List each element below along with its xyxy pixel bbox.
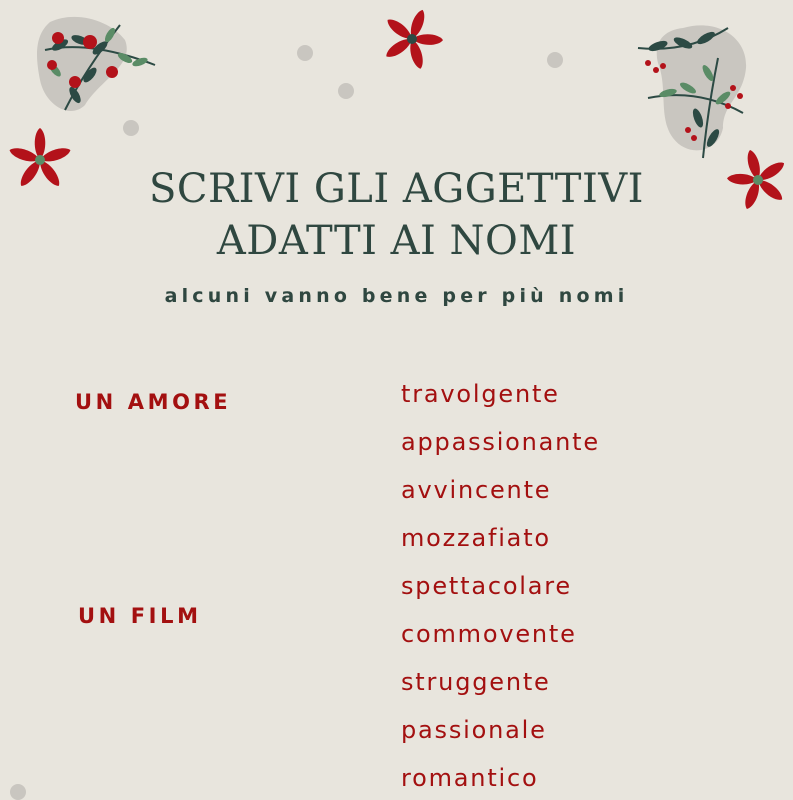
adjective-item: commovente (401, 620, 577, 648)
noun-label-amore: UN AMORE (75, 390, 232, 414)
adjective-item: travolgente (401, 380, 560, 408)
adjective-item: avvincente (401, 476, 552, 504)
page-title-line-2: ADATTI AI NOMI (216, 218, 577, 264)
decor-dot (338, 83, 354, 99)
adjective-item: passionale (401, 716, 547, 744)
holly-branch-top-left-icon (30, 10, 165, 125)
poinsettia-flower-icon (378, 5, 446, 73)
adjective-item: struggente (401, 668, 551, 696)
decor-dot (10, 784, 26, 800)
adjective-item: mozzafiato (401, 524, 551, 552)
noun-label-film: UN FILM (78, 604, 202, 628)
adjective-item: spettacolare (401, 572, 572, 600)
page-title-line-1: SCRIVI GLI AGGETTIVI (149, 166, 644, 212)
decor-dot (297, 45, 313, 61)
decor-dot (547, 52, 563, 68)
adjective-item: romantico (401, 764, 539, 792)
holly-branch-top-right-icon (628, 18, 758, 163)
subtitle: alcuni vanno bene per più nomi (164, 285, 629, 307)
adjective-item: appassionante (401, 428, 600, 456)
